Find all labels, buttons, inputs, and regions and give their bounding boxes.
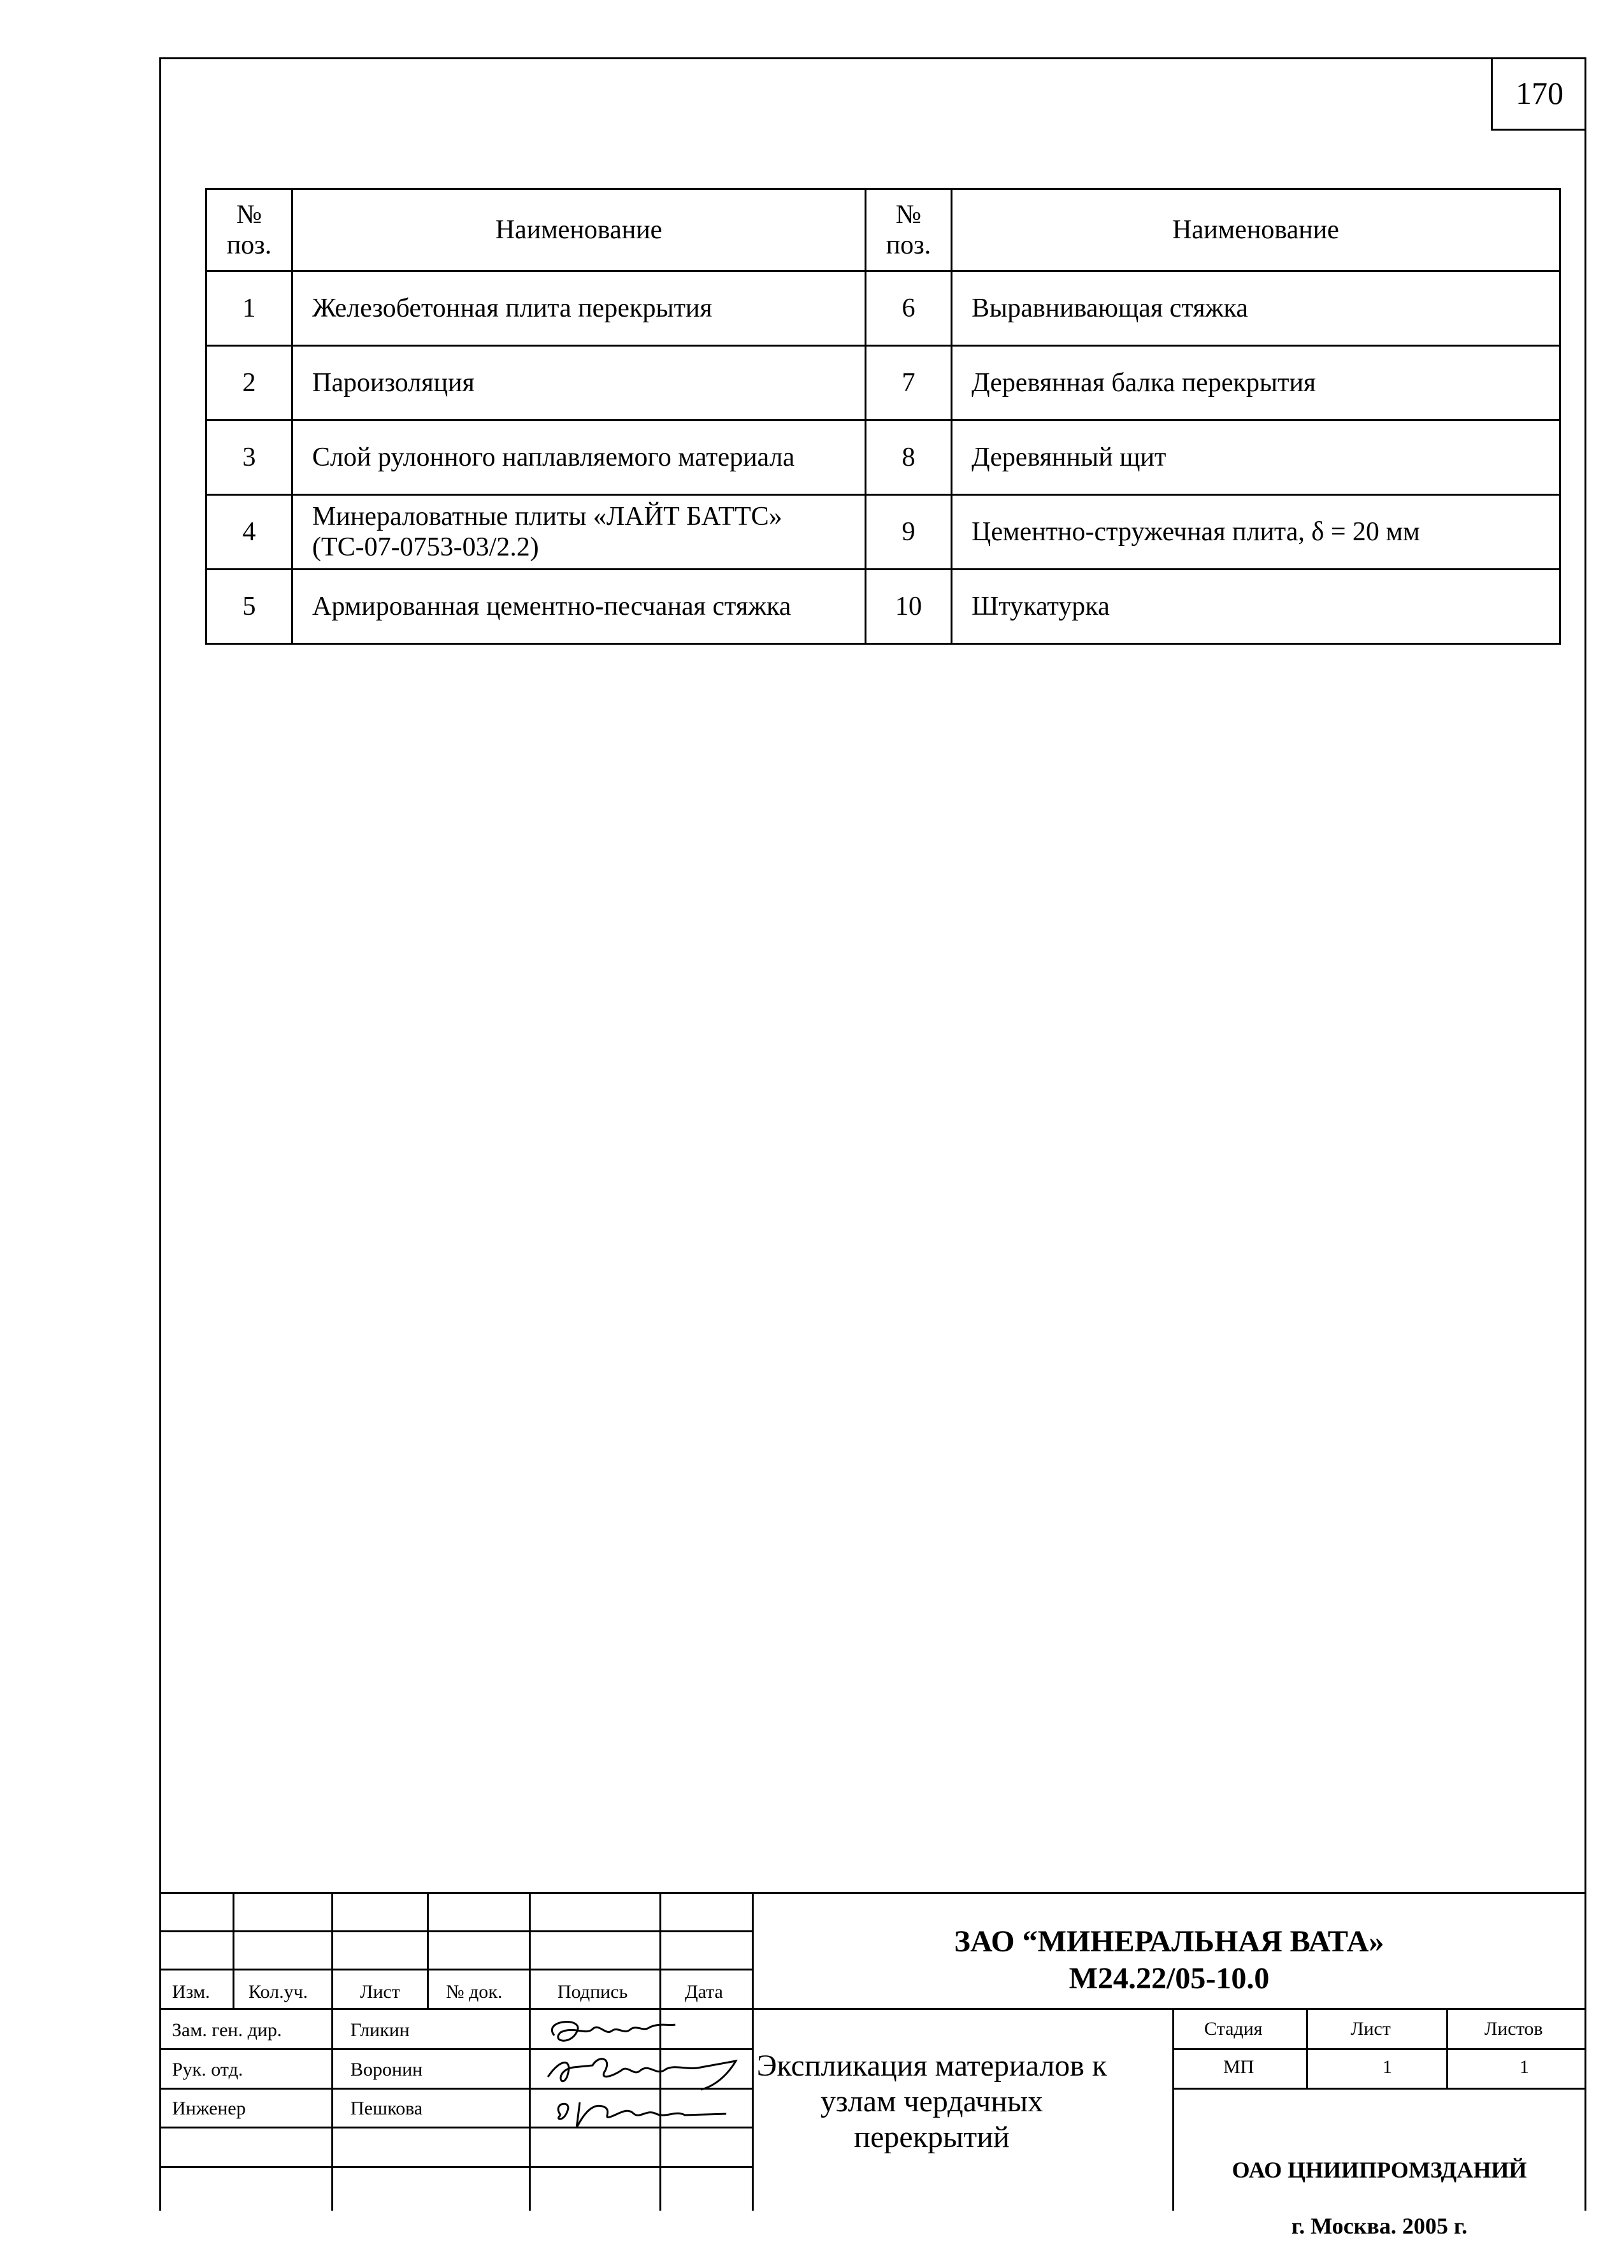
col-date: Дата: [685, 1981, 723, 2002]
organization: [1172, 2128, 1586, 2268]
stamp-line: [159, 2166, 752, 2168]
document-title: Экспликация материалов к узлам чердачных перекрытий: [756, 2049, 1107, 2154]
stage-value: МП: [1223, 2056, 1254, 2078]
row-name-left: Пароизоляция: [292, 346, 866, 420]
row-num-left: 5: [206, 570, 292, 644]
name-deputy: Гликин: [350, 2020, 410, 2041]
stamp-line: [1172, 2048, 1586, 2050]
row-num-right: 7: [866, 346, 952, 420]
row-num-right: 10: [866, 570, 952, 644]
stamp-line: [159, 1969, 752, 1970]
table-row: [206, 420, 1560, 495]
row-name-left: Минераловатные плиты «ЛАЙТ БАТТС» (ТС-07-0753-03/2.2): [292, 495, 866, 570]
sheets-value: 1: [1520, 2056, 1529, 2078]
stage-label: Стадия: [1204, 2018, 1263, 2039]
row-num-left: 3: [206, 420, 292, 495]
name-engineer: Пешкова: [350, 2098, 423, 2119]
name-head: Воронин: [350, 2059, 423, 2080]
header-num-2: № поз.: [866, 189, 952, 271]
signatures: [516, 2007, 745, 2134]
stamp-line: [331, 1892, 333, 2211]
row-num-right: 6: [866, 271, 952, 346]
signature-glikin: [552, 2022, 675, 2041]
role-deputy: Зам. ген. дир.: [172, 2020, 282, 2041]
signature-peshkova: [558, 2102, 726, 2128]
role-engineer: Инженер: [172, 2098, 246, 2119]
city-year: г. Москва. 2005 г.: [1291, 2213, 1468, 2239]
col-list: Лист: [360, 1981, 400, 2002]
stamp-line: [1446, 2008, 1448, 2088]
table-row: [206, 346, 1560, 420]
stamp-line: [1172, 2088, 1586, 2090]
sheets-label: Листов: [1484, 2018, 1543, 2039]
col-sign: Подпись: [557, 1981, 628, 2002]
page-number: 170: [1491, 57, 1586, 131]
role-head: Рук. отд.: [172, 2059, 243, 2080]
header-num-1: № поз.: [206, 189, 292, 271]
row-num-left: 4: [206, 495, 292, 570]
row-num-left: 1: [206, 271, 292, 346]
stamp-line: [159, 2008, 1586, 2010]
header-name-2: Наименование: [952, 189, 1560, 271]
row-name-right: Цементно-стружечная плита, δ = 20 мм: [952, 495, 1560, 570]
row-num-left: 2: [206, 346, 292, 420]
row-name-right: Деревянная балка перекрытия: [952, 346, 1560, 420]
company-name: ЗАО “МИНЕРАЛЬНАЯ ВАТА»: [954, 1925, 1384, 1958]
col-doc: № док.: [446, 1981, 503, 2002]
header-name-1: Наименование: [292, 189, 866, 271]
organization-name: ОАО ЦНИИПРОМЗДАНИЙ: [1232, 2157, 1527, 2183]
table-row: [206, 570, 1560, 644]
table-header-row: [206, 189, 1560, 271]
title-block: [159, 1892, 1586, 2239]
table-row: [206, 271, 1560, 346]
col-kol: Кол.уч.: [248, 1981, 308, 2002]
row-name-left: Слой рулонного наплавляемого материала: [292, 420, 866, 495]
stamp-line: [1306, 2008, 1308, 2088]
stamp-line: [427, 1892, 429, 2008]
table-row: [206, 495, 1560, 570]
col-izm: Изм.: [172, 1981, 210, 2002]
materials-table: [205, 188, 1561, 645]
row-num-right: 9: [866, 495, 952, 570]
row-num-right: 8: [866, 420, 952, 495]
document-code: М24.22/05-10.0: [1068, 1962, 1270, 1995]
stamp-line: [233, 1892, 234, 2008]
sheet-value: 1: [1383, 2056, 1392, 2078]
row-name-right: Деревянный щит: [952, 420, 1560, 495]
row-name-right: Выравнивающая стяжка: [952, 271, 1560, 346]
signature-voronin: [548, 2059, 736, 2090]
row-name-left: Железобетонная плита перекрытия: [292, 271, 866, 346]
row-name-right: Штукатурка: [952, 570, 1560, 644]
stamp-line: [159, 1892, 1586, 1894]
stamp-line: [159, 1930, 752, 1932]
row-name-left: Армированная цементно-песчаная стяжка: [292, 570, 866, 644]
sheet-label: Лист: [1351, 2018, 1391, 2039]
